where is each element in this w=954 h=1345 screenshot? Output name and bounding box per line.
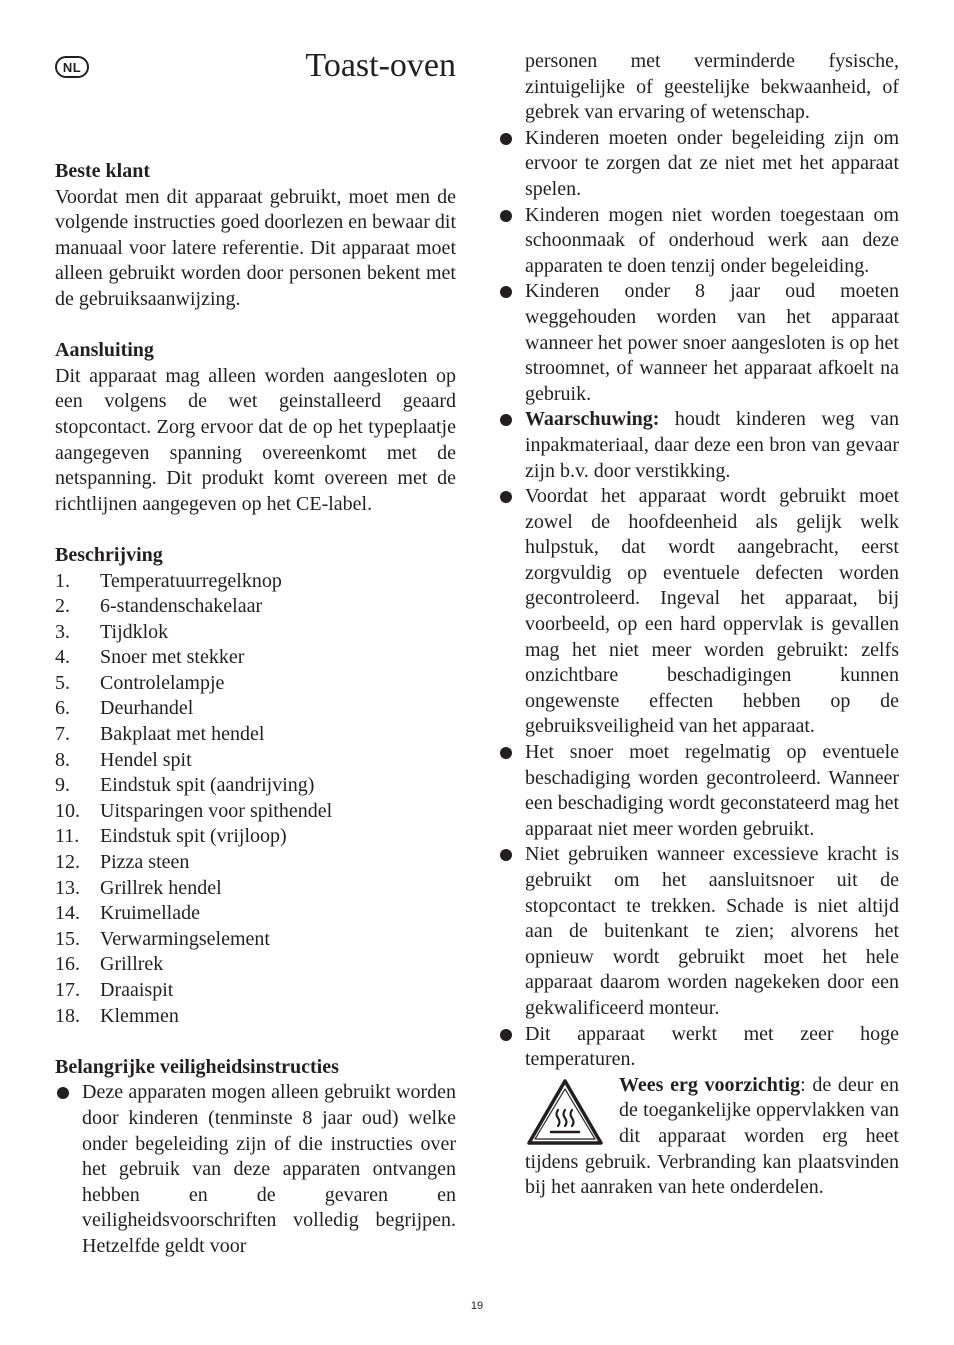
list-item [55,696,456,722]
connection-section [55,338,456,517]
item-label: Eindstuk spit (vrijloop) [100,825,287,848]
safety-list [55,1080,456,1259]
list-item [55,1004,456,1030]
list-item [55,748,456,774]
page-number: 19 [470,1300,484,1312]
item-number: 18. [55,1004,80,1027]
page-title: Toast-oven [305,47,456,84]
list-item: Kinderen onder 8 jaar oud moeten weggehouden worden van het apparaat wanneer het power snoer aangesloten is op het stroomnet, of wanneer het apparaat afkoelt na gebruik. [498,279,899,407]
intro-text: Voordat men dit apparaat gebruikt, moet men de volgende instructies goed doorlezen en bewaar dit manuaal voor latere referentie. Dit apparaat moet alleen gebruikt worden door personen bekent met de gebruiksaanwijzing. [55,185,456,310]
item-number: 15. [55,927,80,950]
item-number: 14. [55,902,80,925]
list-item [55,773,456,799]
item-label: Eindstuk spit (aandrijving) [100,774,315,797]
list-item [55,594,456,620]
list-item [55,824,456,850]
item-label: Tijdklok [100,620,169,643]
list-item [55,620,456,646]
list-item: Deze apparaten mogen alleen gebruikt worden door kinderen (tenminste 8 jaar oud) welke onder begeleiding zijn of die instructies over het gebruik van deze apparaten ontvangen hebben en de gevaren en veiligheidsvoorschriften volledig begrijpen. Hetzelfde geldt voor [55,1080,456,1259]
list-item: Het snoer moet regelmatig op eventuele beschadiging worden gecontroleerd. Wanneer een beschadiging wordt geconstateerd mag het apparaat niet meer worden gebruikt. [498,740,899,842]
item-label: Draaispit [100,979,174,1001]
parts-list [55,569,456,1030]
warning-text: houdt kinderen weg van inpakmateriaal, daar deze een bron van gevaar zijn b.v. door verstikking. [525,408,899,482]
list-item: Niet gebruiken wanneer excessieve kracht is gebruikt om het aansluitsnoer uit de stopcontact te trekken. Schade is niet altijd aan de buitenkant te zien; alvorens het opnieuw wordt gebruikt moet het hele apparaat daarom worden nagekeken door een gekwalificeerd monteur. [498,842,899,1021]
language-badge: NL [55,56,89,78]
item-number: 16. [55,953,80,976]
list-item: Voordat het apparaat wordt gebruikt moet zowel de hoofdeenheid als gelijk welk hulpstuk, dat wordt aangebracht, eerst zorgvuldig op eventuele defecten worden gecontroleerd. Ingeval het apparaat, bij voorbeeld, op een hard oppervlak is gevallen mag het niet meer worden gebruikt: zelfs onzichtbare beschadigingen kunnen ongewenste effecten hebben op de gebruiksveiligheid van het apparaat. [498,484,899,740]
item-number: 6. [55,697,70,720]
item-number: 2. [55,595,70,618]
warning-label: Waarschuwing: [525,408,660,431]
list-item [55,645,456,671]
item-number: 17. [55,979,80,1001]
list-item: Kinderen moeten onder begeleiding zijn om ervoor te zorgen dat ze niet met het apparaat spelen. [498,126,899,203]
intro-section [55,159,456,313]
item-number: 10. [55,799,80,822]
list-item [55,901,456,927]
description-heading: Beschrijving [55,543,163,566]
item-label: Controlelampje [100,671,225,694]
caution-label: Wees erg voorzichtig [619,1073,801,1096]
safety-section [55,1055,456,1260]
list-item [55,927,456,953]
item-label: Temperatuurregelknop [100,569,282,592]
safety-list-continued [498,49,899,1201]
item-label: Kruimellade [100,902,200,925]
hot-surface-warning [498,1073,899,1201]
list-item [55,569,456,595]
item-number: 13. [55,876,80,899]
item-number: 7. [55,723,70,746]
item-label: Deurhandel [100,697,194,720]
item-number: 11. [55,825,80,848]
item-label: Grillrek hendel [100,876,222,899]
list-item: Kinderen mogen niet worden toegestaan om schoonmaak of onderhoud werk aan deze apparaten te doen tenzij onder begeleiding. [498,203,899,280]
item-label: Pizza steen [100,851,190,874]
list-item [55,952,456,978]
item-label: Grillrek [100,953,164,976]
right-column [498,49,899,1201]
hot-surface-warning-icon [525,1077,605,1147]
left-column [55,159,456,1260]
item-label: Snoer met stekker [100,646,245,669]
item-number: 5. [55,671,70,694]
list-item [55,671,456,697]
safety-heading: Belangrijke veiligheidsinstructies [55,1055,339,1078]
item-label: Bakplaat met hendel [100,723,265,746]
hot-surface-text [525,1073,899,1201]
item-label: Verwarmingselement [100,927,270,950]
list-item [55,799,456,825]
intro-heading: Beste klant [55,160,150,182]
connection-text: Dit apparaat mag alleen worden aangesloten op een volgens de wet geinstalleerd geaard stopcontact. Zorg ervoor dat de op het typeplaatje aangegeven spanning overeenkomt met de netspanning. Dit produkt komt overeen met de richtlijnen aangegeven op het CE-label. [55,364,456,515]
description-section [55,543,456,1029]
item-number: 12. [55,851,80,874]
list-item [55,722,456,748]
list-item [55,978,456,1004]
item-label: Hendel spit [100,748,192,771]
item-number: 9. [55,774,70,797]
list-item: Dit apparaat werkt met zeer hoge temperaturen. [498,1022,899,1073]
item-label: 6-standenschakelaar [100,595,263,618]
item-number: 3. [55,620,70,643]
list-item [55,876,456,902]
item-number: 4. [55,646,70,669]
item-label: Uitsparingen voor spithendel [100,799,333,822]
item-number: 1. [55,569,70,592]
item-label: Klemmen [100,1004,179,1027]
list-item [498,407,899,484]
connection-heading: Aansluiting [55,339,154,362]
list-item [55,850,456,876]
list-item-continued: personen met verminderde fysische, zintuigelijke of geestelijke bekwaanheid, of gebrek van ervaring of wetenschap. [525,50,899,124]
item-number: 8. [55,748,70,771]
caution-text: : de deur en de toegankelijke oppervlakken van dit apparaat worden erg heet tijdens gebruik. Verbranding kan plaatsvinden bij het aanraken van hete onderdelen. [525,1073,899,1199]
